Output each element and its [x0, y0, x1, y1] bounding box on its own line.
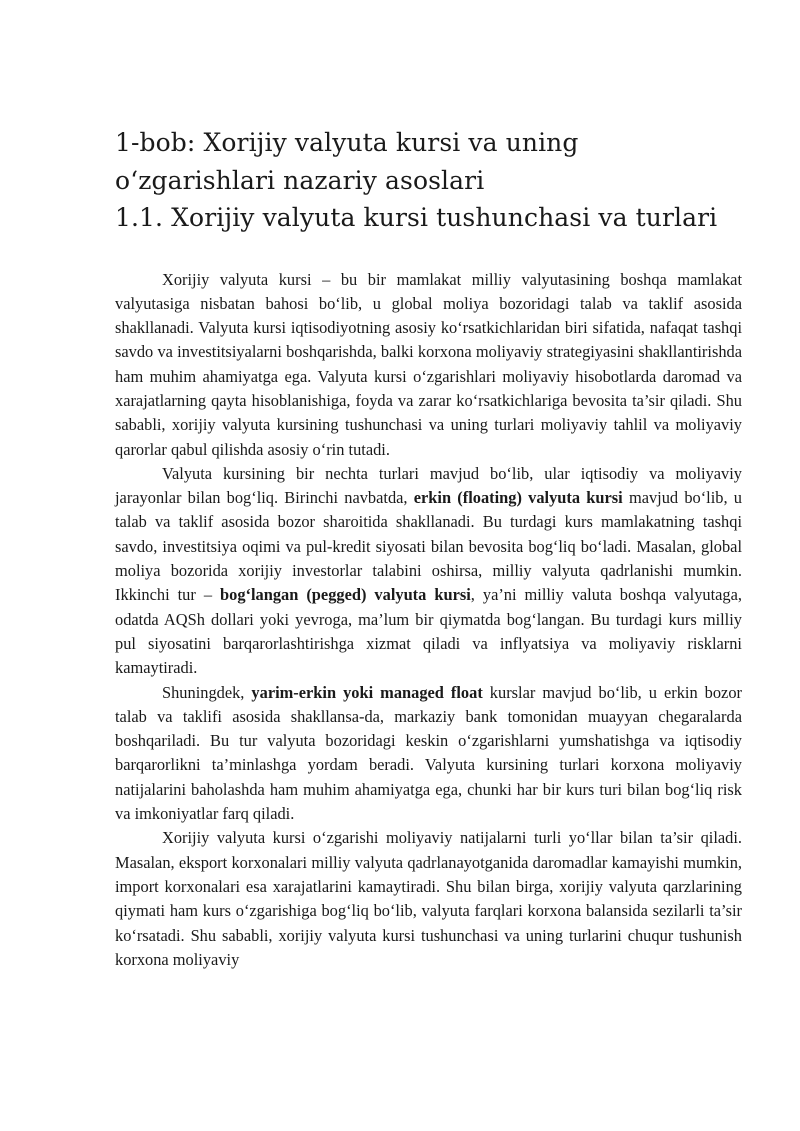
- chapter-heading: [115, 124, 742, 237]
- section-title: 1.1. Xorijiy valyuta kursi tushunchasi va turlari: [115, 203, 718, 232]
- paragraph-3-text-2: kurslar mavjud bo‘lib, u erkin bozor talab va taklifi asosida shakllansa-da, markaziy bank tomonidan muayyan chegaralarda boshqariladi. Bu tur valyuta bozoridagi keskin o‘zgarishlarni yumshatishga va iqtisodiy barqarorlikni ta’minlashga yordam beradi. Valyuta kursining turlari korxona moliyaviy natijalarini baholashda ham muhim ahamiyatga ega, chunki har bir kurs turi bilan bog‘liq risk va imkoniyatlar farq qiladi.: [115, 682, 742, 824]
- paragraph-2: [115, 462, 742, 681]
- document-page: [115, 124, 742, 972]
- paragraph-1: Xorijiy valyuta kursi – bu bir mamlakat milliy valyutasining boshqa mamlakat valyutasiga nisbatan bahosi bo‘lib, u global moliya bozoridagi talab va taklif asosida shakllanadi. Valyuta kursi iqtisodiyotning asosiy ko‘rsatkichlaridan biri sifatida, nafaqat tashqi savdo va investitsiyalarni boshqarishda, balki korxona moliyaviy strategiyasini shakllantirishda ham muhim ahamiyatga ega. Valyuta kursi o‘zgarishlari moliyaviy hisobotlarda daromad va xarajatlarning qayta hisoblanishiga, foyda va zarar ko‘rsatkichlariga bevosita ta’sir qiladi. Shu sababli, xorijiy valyuta kursining tushunchasi va uning turlari moliyaviy tahlil va moliyaviy qarorlar qabul qilishda asosiy o‘rin tutadi.: [115, 269, 742, 459]
- term-floating-rate: erkin (floating) valyuta kursi: [413, 488, 623, 508]
- body-text: [115, 268, 742, 973]
- term-managed-float: yarim-erkin yoki managed float: [251, 682, 483, 702]
- paragraph-3: [115, 681, 742, 827]
- term-pegged-rate: bog‘langan (pegged) valyuta kursi: [220, 585, 471, 605]
- paragraph-4: Xorijiy valyuta kursi o‘zgarishi moliyaviy natijalarni turli yo‘llar bilan ta’sir qiladi. Masalan, eksport korxonalari milliy valyuta qadrlanayotganida daromadlar kamayishi mumkin, import korxonalari esa xarajatlarini kamaytiradi. Shu bilan birga, xorijiy valyuta qarzlarining qiymati ham kurs o‘zgarishiga bog‘liq bo‘lib, valyuta farqlari korxona balansida sezilarli ta’sir ko‘rsatadi. Shu sababli, xorijiy valyuta kursi tushunchasi va uning turlarini chuqur tushunish korxona moliyaviy: [115, 828, 742, 969]
- paragraph-2-text-2: mavjud bo‘lib, u talab va taklif asosida bozor sharoitida shakllanadi. Bu turdagi kurs mamlakatning tashqi savdo, investitsiya oqimi va pul-kredit siyosati bilan bevosita bog‘liq bo‘ladi. Masalan, global moliya bozorida xorijiy investorlar talabini oshirsa, milliy valyuta qadrlanishi mumkin. Ikkinchi tur –: [115, 488, 743, 605]
- paragraph-2-text-3: , ya’ni milliy valuta boshqa valyutaga, odatda AQSh dollari yoki yevroga, ma’lum bir qiymatda bog‘langan. Bu turdagi kurs milliy pul siyosatini barqarorlashtirishga xizmat qiladi va inflyatsiya va moliyaviy risklarni kamaytiradi.: [115, 585, 742, 678]
- chapter-title-line-2: o‘zgarishlari nazariy asoslari: [115, 165, 485, 195]
- paragraph-3-text-1: Shuningdek,: [162, 682, 252, 702]
- chapter-title-line-1: 1-bob: Xorijiy valyuta kursi va uning: [115, 128, 579, 157]
- paragraph-2-text-1: Valyuta kursining bir nechta turlari mavjud bo‘lib, ular iqtisodiy va moliyaviy jarayonlar bilan bog‘liq. Birinchi navbatda,: [115, 463, 742, 508]
